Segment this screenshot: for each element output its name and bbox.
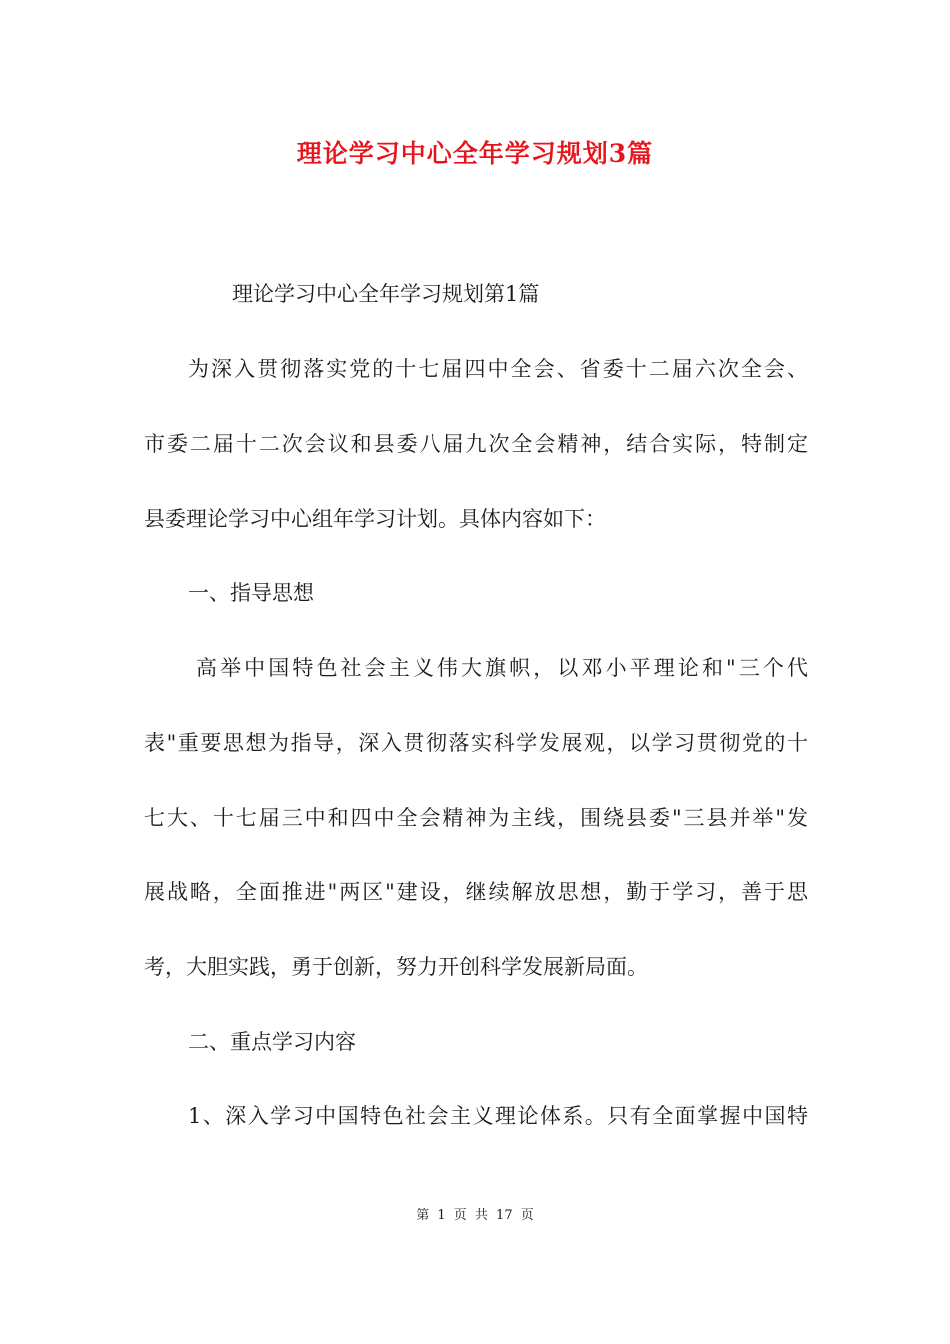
paragraph-line: 1、深入学习中国特色社会主义理论体系。只有全面掌握中国特 (188, 1104, 808, 1128)
document-title: 理论学习中心全年学习规划3篇 (296, 139, 654, 168)
section-heading-part1: 理论学习中心全年学习规划第1篇 (232, 282, 540, 306)
paragraph-line: 七大、十七届三中和四中全会精神为主线，围绕县委"三县并举"发 (144, 806, 808, 830)
paragraph-line: 展战略，全面推进"两区"建设，继续解放思想，勤于学习，善于思 (144, 880, 808, 904)
section-heading-guiding-ideology: 一、指导思想 (188, 581, 314, 605)
page-number-footer: 第 1 页 共 17 页 (416, 1208, 534, 1223)
paragraph-line: 考，大胆实践，勇于创新，努力开创科学发展新局面。 (144, 955, 648, 979)
section-heading-key-content: 二、重点学习内容 (188, 1030, 356, 1054)
paragraph-line: 县委理论学习中心组年学习计划。具体内容如下： (144, 507, 606, 531)
paragraph-line: 表"重要思想为指导，深入贯彻落实科学发展观，以学习贯彻党的十 (144, 731, 808, 755)
paragraph-line: 高举中国特色社会主义伟大旗帜，以邓小平理论和"三个代 (196, 656, 808, 680)
paragraph-line: 为深入贯彻落实党的十七届四中全会、省委十二届六次全会、 (188, 357, 808, 381)
paragraph-line: 市委二届十二次会议和县委八届九次全会精神，结合实际，特制定 (144, 432, 808, 456)
